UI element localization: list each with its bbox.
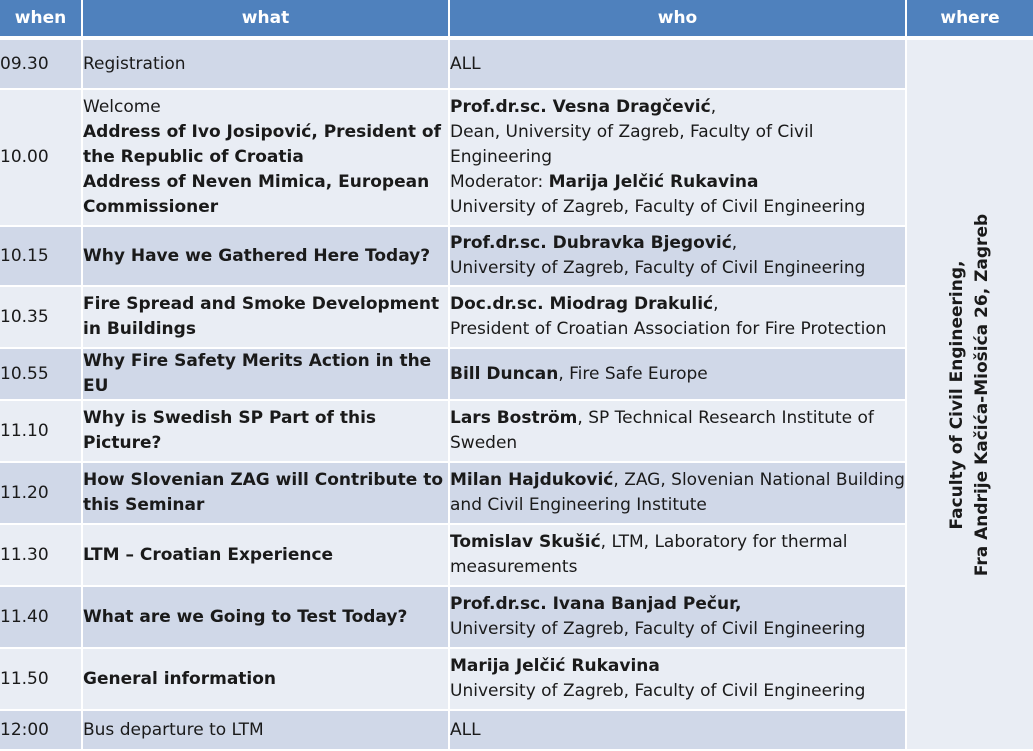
speaker-cell	[450, 40, 907, 90]
speaker-cell	[450, 463, 907, 525]
topic-text: Welcome	[83, 97, 161, 117]
speaker-cell	[450, 287, 907, 349]
moderator-affiliation: University of Zagreb, Faculty of Civil Engineering	[450, 197, 866, 217]
moderator-label: Moderator:	[450, 172, 549, 192]
topic-text: Address of Neven Mimica, European Commissioner	[83, 172, 430, 217]
speaker-name: Marija Jelčić Rukavina	[450, 656, 660, 676]
time-cell: 10.35	[0, 287, 83, 349]
header-when: when	[0, 0, 83, 40]
topic-cell	[83, 649, 450, 711]
time-cell: 12:00	[0, 711, 83, 751]
topic-cell	[83, 525, 450, 587]
topic-cell	[83, 401, 450, 463]
speaker-name: Prof.dr.sc. Vesna Dragčević	[450, 97, 711, 117]
speaker-cell	[450, 227, 907, 287]
speaker-affiliation: , ZAG, Slovenian National Building and Civil Engineering Institute	[450, 470, 905, 515]
topic-text: LTM – Croatian Experience	[83, 544, 334, 565]
speaker-affiliation: ,	[731, 233, 738, 253]
table-row	[0, 349, 1033, 401]
topic-cell	[83, 90, 450, 227]
table-row	[0, 287, 1033, 349]
speaker-cell	[450, 349, 907, 401]
topic-cell	[83, 463, 450, 525]
speaker-name: Bill Duncan	[450, 363, 559, 384]
table-row	[0, 401, 1033, 463]
topic-text: General information	[83, 668, 277, 689]
header-where: where	[907, 0, 1033, 40]
venue-line-2: Fra Andrije Kačića-Miošića 26, Zagreb	[972, 213, 992, 576]
topic-text: Why Fire Safety Merits Action in the EU	[83, 351, 432, 396]
speaker-cell	[450, 401, 907, 463]
speaker-name: Milan Hajduković	[450, 470, 614, 490]
header-row	[0, 0, 1033, 40]
time-cell: 11.40	[0, 587, 83, 649]
speaker-affiliation: , SP Technical Research Institute of Sweden	[450, 408, 874, 453]
speaker-name: Doc.dr.sc. Miodrag Drakulić	[450, 294, 714, 314]
time-cell: 11.30	[0, 525, 83, 587]
topic-text: Why is Swedish SP Part of this Picture?	[83, 408, 377, 453]
speaker-affiliation: Dean, University of Zagreb, Faculty of Civil Engineering	[450, 122, 814, 167]
topic-text: Address of Ivo Josipović, President of the Republic of Croatia	[83, 122, 441, 167]
table-row	[0, 227, 1033, 287]
time-cell: 11.50	[0, 649, 83, 711]
speaker-affiliation: University of Zagreb, Faculty of Civil Engineering	[450, 258, 866, 278]
table-row	[0, 463, 1033, 525]
speaker-name: Tomislav Skušić	[450, 532, 601, 552]
topic-cell	[83, 227, 450, 287]
topic-cell	[83, 287, 450, 349]
speaker-cell	[450, 587, 907, 649]
time-cell: 10.15	[0, 227, 83, 287]
speaker-cell	[450, 90, 907, 227]
header-who: who	[450, 0, 907, 40]
time-cell: 11.20	[0, 463, 83, 525]
header-what: what	[83, 0, 450, 40]
speaker-cell	[450, 711, 907, 751]
table-row	[0, 587, 1033, 649]
topic-text: How Slovenian ZAG will Contribute to this Seminar	[83, 470, 444, 515]
table-row	[0, 40, 1033, 90]
topic-cell	[83, 711, 450, 751]
speaker-affiliation: University of Zagreb, Faculty of Civil Engineering	[450, 681, 866, 701]
table-row	[0, 649, 1033, 711]
time-cell: 10.55	[0, 349, 83, 401]
table-row	[0, 711, 1033, 751]
table-row	[0, 525, 1033, 587]
time-cell: 10.00	[0, 90, 83, 227]
speaker-affiliation: University of Zagreb, Faculty of Civil Engineering	[450, 619, 866, 639]
speaker-affiliation: , Fire Safe Europe	[558, 363, 708, 384]
speaker-affiliation: ,	[710, 97, 717, 117]
speaker-cell	[450, 649, 907, 711]
time-cell: 09.30	[0, 40, 83, 90]
topic-cell	[83, 40, 450, 90]
topic-cell	[83, 349, 450, 401]
venue-line-1: Faculty of Civil Engineering,	[947, 260, 967, 530]
speaker-name: Prof.dr.sc. Ivana Banjad Pečur,	[450, 594, 742, 614]
venue-cell	[907, 40, 1033, 751]
topic-text: Why Have we Gathered Here Today?	[83, 245, 431, 266]
topic-text: What are we Going to Test Today?	[83, 606, 408, 627]
speaker-text: ALL	[450, 53, 481, 74]
speaker-text: ALL	[450, 719, 481, 740]
speaker-name: Lars Boström	[450, 408, 578, 428]
speaker-name: Prof.dr.sc. Dubravka Bjegović	[450, 233, 732, 253]
table-row	[0, 90, 1033, 227]
speaker-affiliation: , LTM, Laboratory for thermal measurements	[450, 532, 848, 577]
topic-text: Bus departure to LTM	[83, 719, 264, 740]
time-cell: 11.10	[0, 401, 83, 463]
speaker-cell	[450, 525, 907, 587]
speaker-affiliation: ,	[713, 294, 719, 314]
venue-text	[945, 213, 995, 575]
moderator-name: Marija Jelčić Rukavina	[548, 172, 759, 192]
topic-text: Registration	[83, 53, 186, 74]
topic-text: Fire Spread and Smoke Development in Buildings	[83, 294, 440, 339]
topic-cell	[83, 587, 450, 649]
speaker-affiliation: President of Croatian Association for Fire Protection	[450, 319, 887, 339]
